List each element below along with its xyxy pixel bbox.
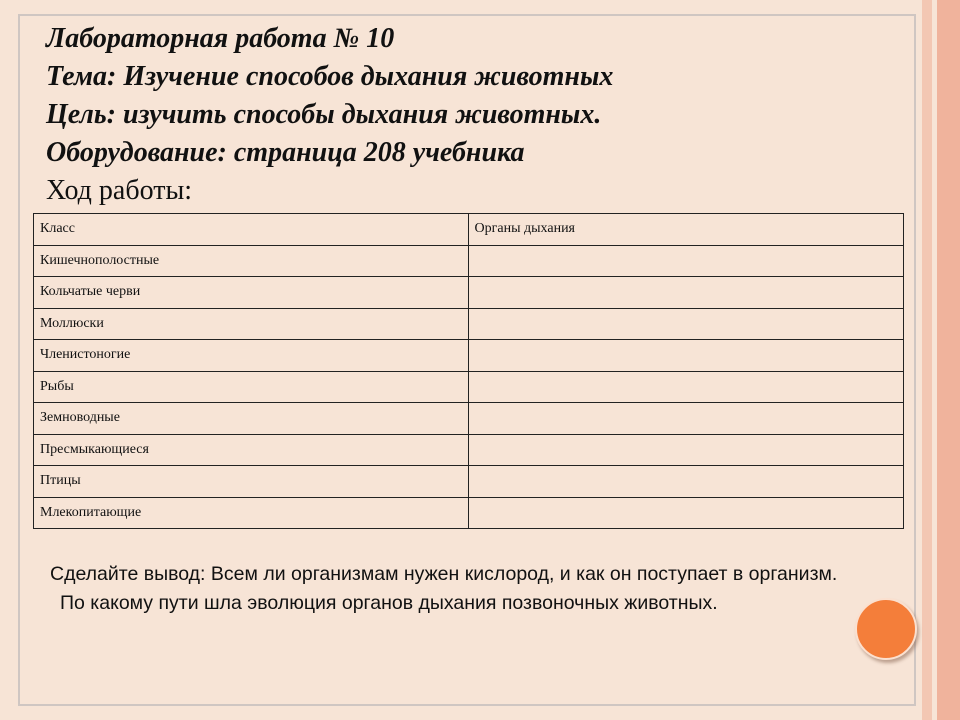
table-cell-class: Членистоногие bbox=[34, 340, 469, 372]
table-cell-organs[interactable] bbox=[468, 277, 903, 309]
respiration-table bbox=[33, 213, 904, 529]
conclusion-block bbox=[50, 560, 950, 618]
table-row bbox=[34, 340, 904, 372]
table-cell-class: Млекопитающие bbox=[34, 497, 469, 529]
table-header-organs: Органы дыхания bbox=[468, 214, 903, 246]
table-row bbox=[34, 308, 904, 340]
orange-circle-decoration bbox=[855, 598, 917, 660]
table-row bbox=[34, 245, 904, 277]
table-cell-organs[interactable] bbox=[468, 371, 903, 403]
slide-header bbox=[46, 20, 866, 210]
table-cell-class: Моллюски bbox=[34, 308, 469, 340]
table-cell-class: Птицы bbox=[34, 466, 469, 498]
conclusion-line-2: По какому пути шла эволюция органов дыхания позвоночных животных. bbox=[60, 592, 718, 614]
table-row bbox=[34, 434, 904, 466]
table-row bbox=[34, 371, 904, 403]
table-header-row bbox=[34, 214, 904, 246]
lab-procedure-heading: Ход работы: bbox=[46, 175, 193, 206]
table-row bbox=[34, 497, 904, 529]
lab-topic: Тема: Изучение способов дыхания животных bbox=[46, 61, 614, 92]
table-row bbox=[34, 466, 904, 498]
table-cell-class: Земноводные bbox=[34, 403, 469, 435]
lab-equipment: Оборудование: страница 208 учебника bbox=[46, 137, 525, 168]
table-cell-organs[interactable] bbox=[468, 245, 903, 277]
table-cell-organs[interactable] bbox=[468, 466, 903, 498]
table-cell-class: Кольчатые черви bbox=[34, 277, 469, 309]
table-cell-organs[interactable] bbox=[468, 340, 903, 372]
table-cell-organs[interactable] bbox=[468, 497, 903, 529]
table-cell-class: Рыбы bbox=[34, 371, 469, 403]
table-cell-class: Пресмыкающиеся bbox=[34, 434, 469, 466]
table-cell-organs[interactable] bbox=[468, 403, 903, 435]
lab-title: Лабораторная работа № 10 bbox=[46, 23, 395, 54]
conclusion-line-1: Сделайте вывод: Всем ли организмам нужен кислород, и как он поступает в организм. bbox=[50, 563, 838, 585]
table-cell-class: Кишечнополостные bbox=[34, 245, 469, 277]
table-cell-organs[interactable] bbox=[468, 434, 903, 466]
table-header-class: Класс bbox=[34, 214, 469, 246]
table-row bbox=[34, 403, 904, 435]
lab-goal: Цель: изучить способы дыхания животных. bbox=[46, 99, 602, 130]
table-cell-organs[interactable] bbox=[468, 308, 903, 340]
table-row bbox=[34, 277, 904, 309]
